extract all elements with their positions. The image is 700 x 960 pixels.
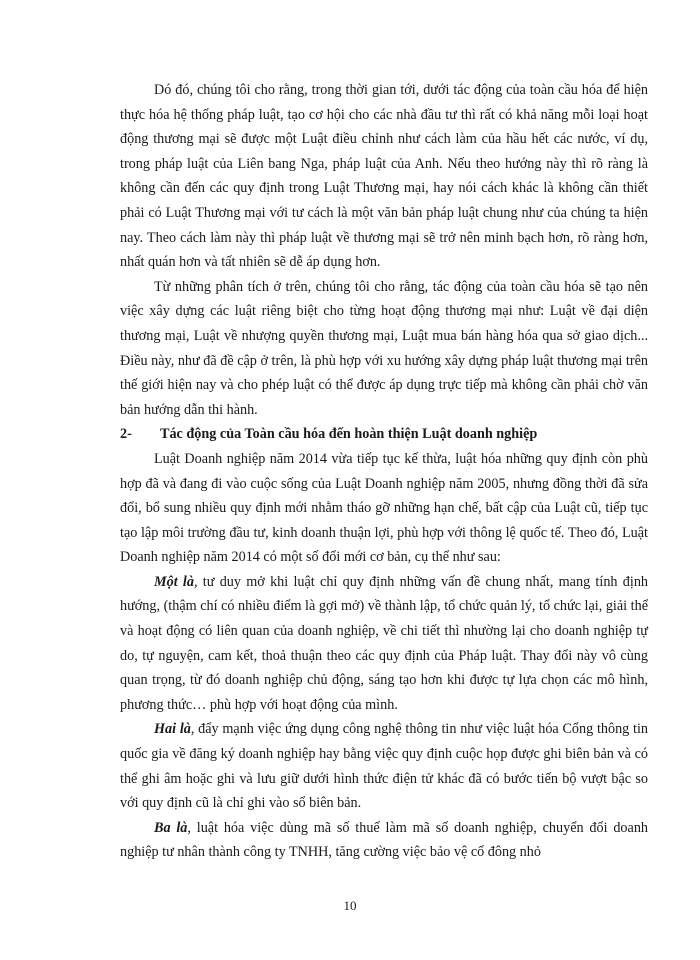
paragraph-3: Luật Doanh nghiệp năm 2014 vừa tiếp tục kế thừa, luật hóa những quy định còn phù hợp đã và đang đi vào cuộc sống của Luật Doanh nghiệp năm 2005, nhưng đồng thời đã sửa đổi, bổ sung nhiều quy định mới nhằm tháo gỡ những hạn chế, bất cập của Luật cũ, tiếp tục tạo lập môi trường đầu tư, kinh doanh thuận lợi, phù hợp với thông lệ quốc tế. Theo đó, Luật Doanh nghiệp năm 2014 có một số đổi mới cơ bản, cụ thể như sau: <box>120 450 648 566</box>
paragraph-6 <box>120 816 648 865</box>
paragraph-4-lead: Một là <box>154 573 194 590</box>
paragraph-6-lead: Ba là <box>154 819 188 836</box>
paragraph-5 <box>120 717 648 815</box>
section-number: 2- <box>120 426 132 443</box>
paragraph-5-text: , đẩy mạnh việc ứng dụng công nghệ thông tin như việc luật hóa Cổng thông tin quốc gia về đăng ký doanh nghiệp hay bằng việc quy định cuộc họp được ghi biên bản và có thể ghi âm hoặc ghi và lưu giữ dưới hình thức điện tử khác đã có bước tiến bộ vượt bậc so với quy định cũ là chỉ ghi vào sổ biên bản. <box>120 721 648 812</box>
paragraph-4-text: , tư duy mở khi luật chỉ quy định những vấn đề chung nhất, mang tính định hướng, (thậm chí có nhiều điểm là gợi mở) về thành lập, tổ chức quản lý, tổ chức lại, giải thể và hoạt động có liên quan của doanh nghiệp, về chi tiết thì nhường lại cho doanh nghiệp tự do, tự nguyện, cam kết, thoả thuận theo các quy định của Pháp luật. Thay đổi này vô cùng quan trọng, từ đó doanh nghiệp chủ động, sáng tạo hơn khi được tự lựa chọn các mô hình, phương thức… phù hợp với hoạt động của mình. <box>120 573 649 713</box>
section-title: Tác động của Toàn cầu hóa đến hoàn thiện Luật doanh nghiệp <box>160 426 538 443</box>
paragraph-1: Dó đó, chúng tôi cho rằng, trong thời gian tới, dưới tác động của toàn cầu hóa để hiện thực hóa hệ thống pháp luật, tạo cơ hội cho các nhà đầu tư thì rất có khả năng mỗi loại hoạt động thương mại sẽ được một Luật điều chỉnh như cách làm của hầu hết các nước, ví dụ, trong pháp luật của Liên bang Nga, pháp luật của Anh. Nếu theo hướng này thì rõ ràng là không cần đến các quy định trong Luật Thương mại, hay nói cách khác là không cần thiết phải có Luật Thương mại với tư cách là một văn bản pháp luật chung như của chúng ta hiện nay. Theo cách làm này thì pháp luật về thương mại sẽ trở nên minh bạch hơn, rõ ràng hơn, nhất quán hơn và tất nhiên sẽ dễ áp dụng hơn. <box>120 82 648 271</box>
paragraph-4 <box>120 570 648 718</box>
paragraph-2: Từ những phân tích ở trên, chúng tôi cho rằng, tác động của toàn cầu hóa sẽ tạo nên việc xây dựng các luật riêng biệt cho từng hoạt động thương mại như: Luật về đại diện thương mại, Luật về nhượng quyền thương mại, Luật mua bán hàng hóa qua sở giao dịch... Điều này, như đã đề cập ở trên, là phù hợp với xu hướng xây dựng pháp luật thương mại trên thế giới hiện nay và cho phép luật có thể được áp dụng trực tiếp mà không cần phải chờ văn bản hướng dẫn thi hành. <box>120 278 648 418</box>
section-heading <box>120 422 648 447</box>
paragraph-5-lead: Hai là <box>154 721 191 738</box>
document-body <box>120 78 648 865</box>
paragraph-6-text: , luật hóa việc dùng mã số thuế làm mã số doanh nghiệp, chuyển đổi doanh nghiệp tư nhân thành công ty TNHH, tăng cường việc bảo vệ cổ đông nhỏ <box>120 819 649 861</box>
page-number: 10 <box>343 898 357 913</box>
